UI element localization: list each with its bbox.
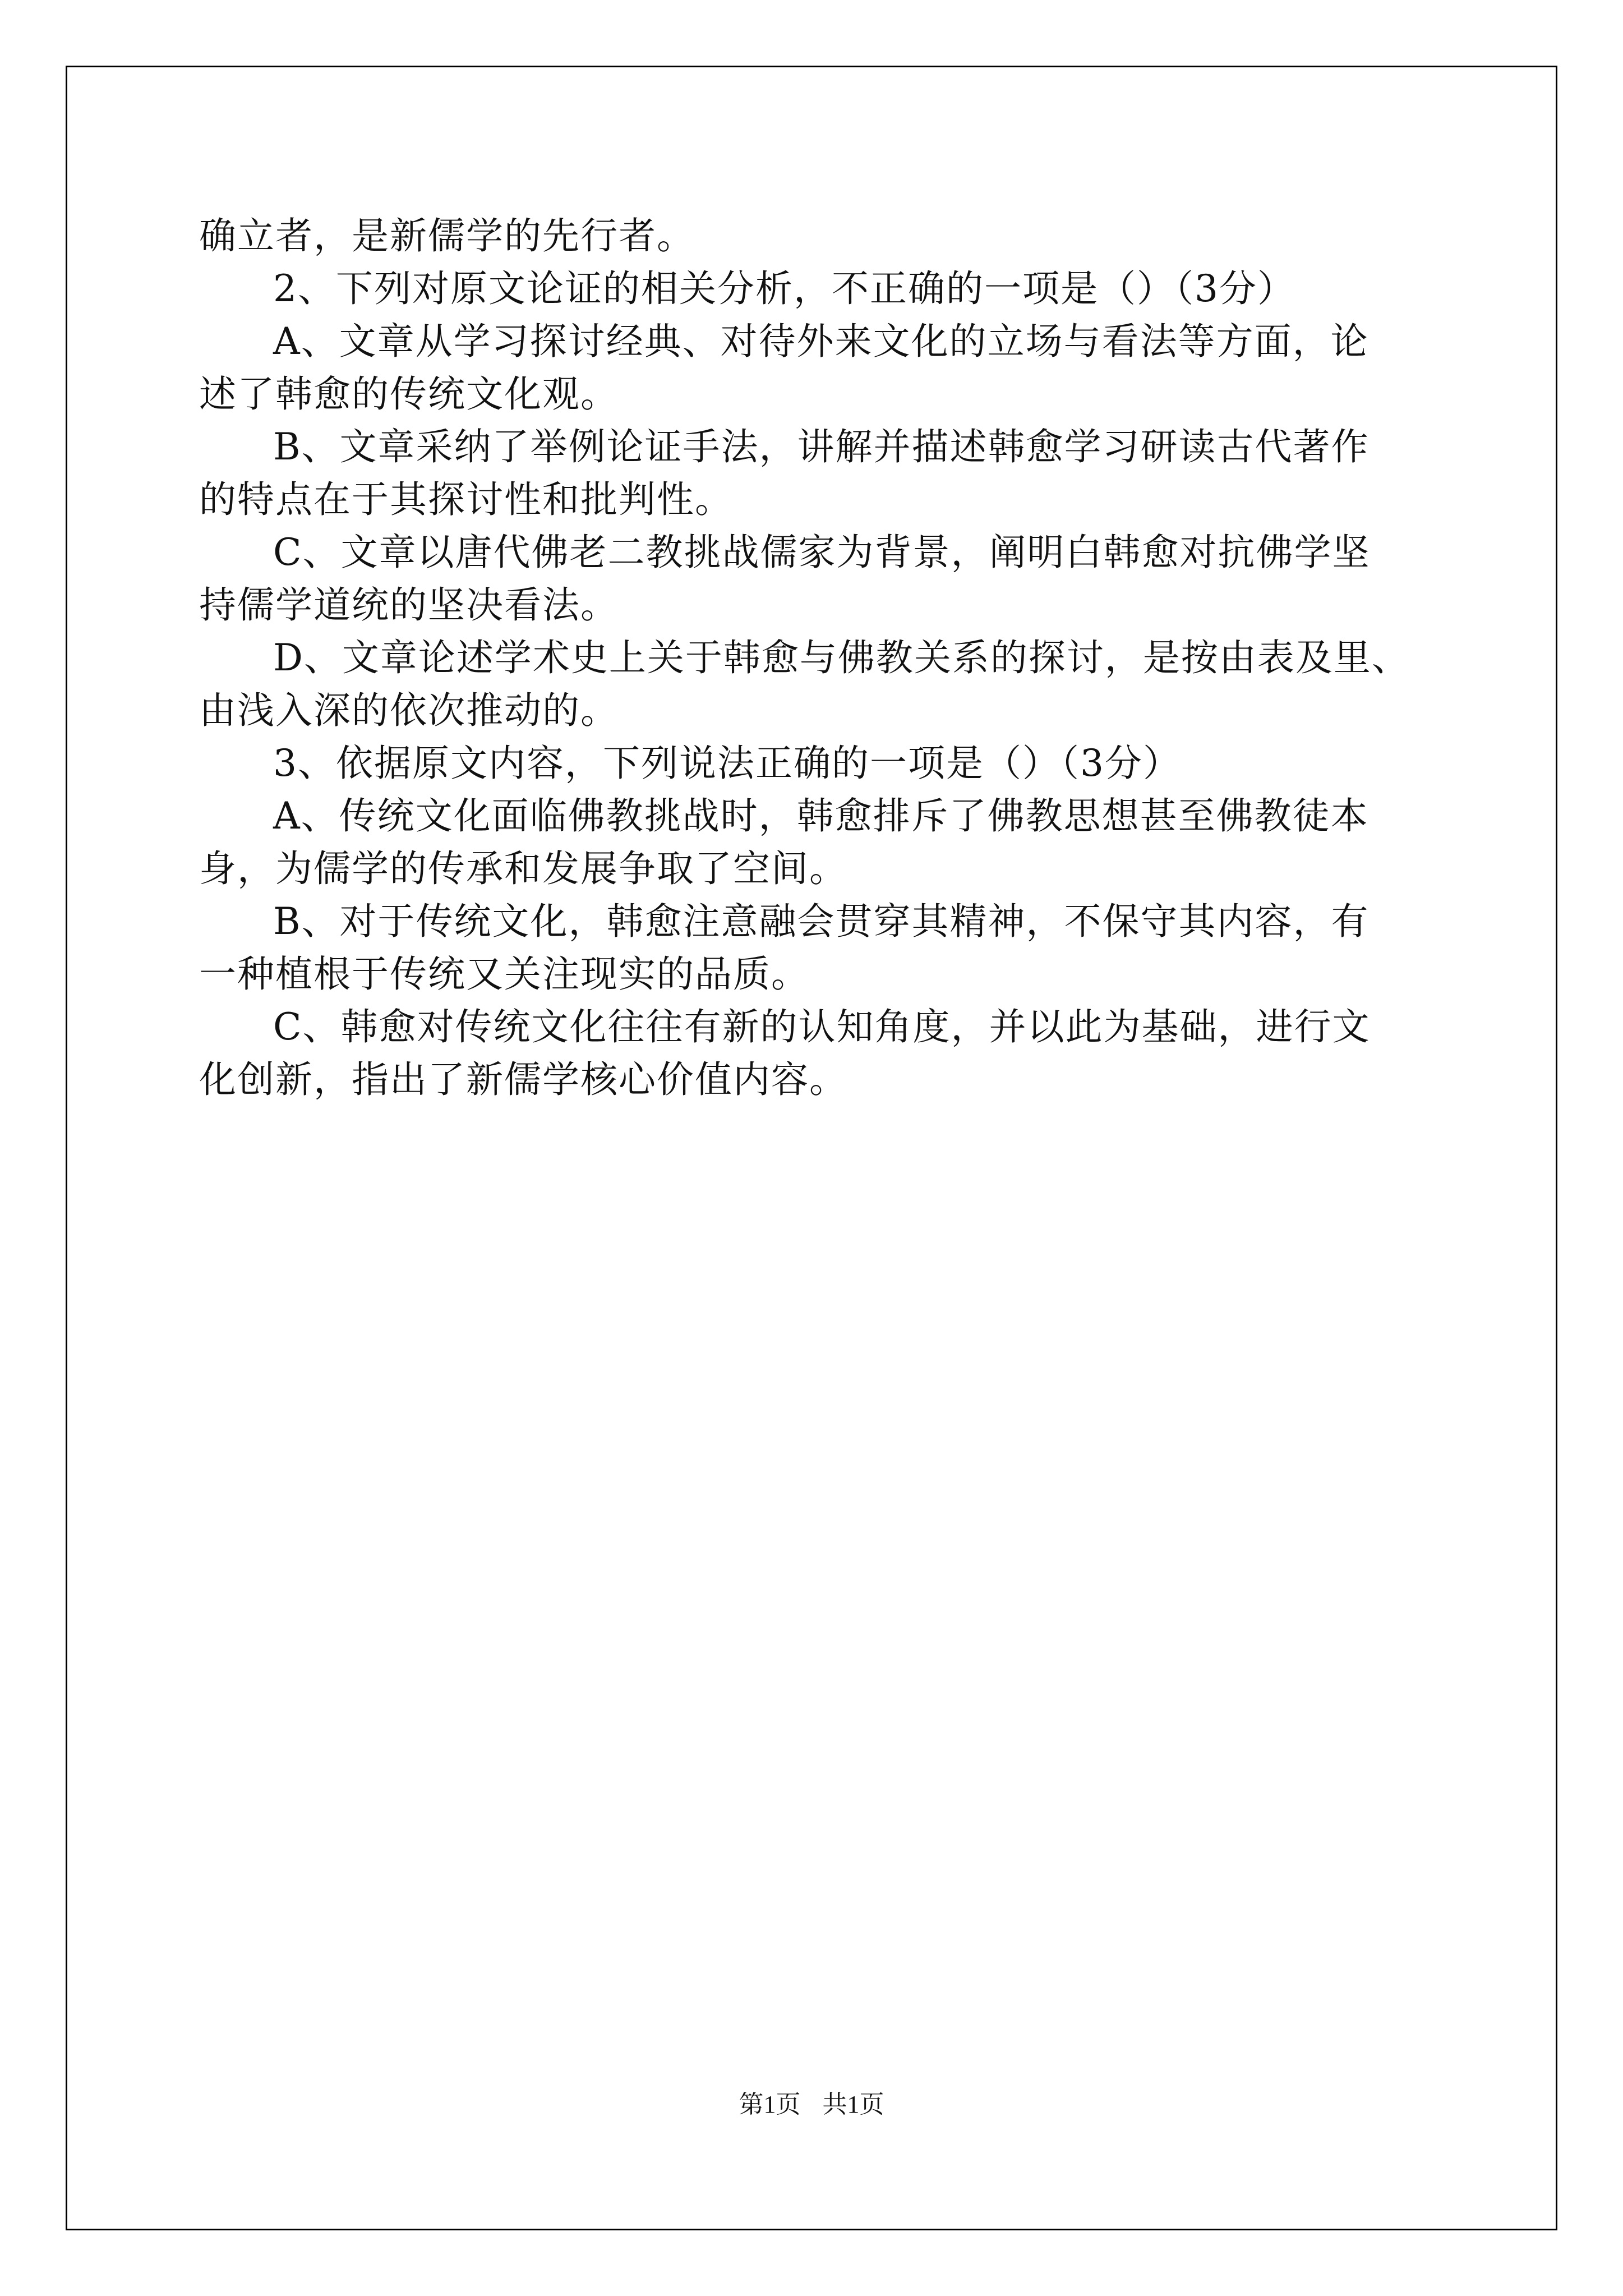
q2-option-c: C、文章以唐代佛老二教挑战儒家为背景，阐明白韩愈对抗佛学坚 [273, 531, 1371, 574]
text-line: 述了韩愈的传统文化观。 [199, 372, 619, 416]
q3-option-c: C、韩愈对传统文化往往有新的认知角度，并以此为基础，进行文 [273, 1005, 1371, 1048]
text-line: 由浅入深的依次推动的。 [199, 689, 619, 732]
q2-option-d: D、文章论述学术史上关于韩愈与佛教关系的探讨，是按由表及里、 [273, 636, 1410, 679]
q3-option-b: B、对于传统文化，韩愈注意融会贯穿其精神，不保守其内容，有 [273, 900, 1370, 943]
q2-option-b: B、文章采纳了举例论证手法，讲解并描述韩愈学习研读古代著作 [273, 425, 1370, 468]
page-footer [0, 2084, 1623, 2120]
text-line: 一种植根于传统又关注现实的品质。 [199, 953, 809, 996]
question-2-stem: 2、下列对原文论证的相关分析，不正确的一项是（）（3分） [273, 267, 1295, 310]
page-number: 第1页 [739, 2091, 801, 2118]
text-line: 持儒学道统的坚决看法。 [199, 583, 619, 627]
page-total: 共1页 [822, 2091, 884, 2118]
text-line: 身，为儒学的传承和发展争取了空间。 [199, 847, 847, 890]
q3-option-a: A、传统文化面临佛教挑战时，韩愈排斥了佛教思想甚至佛教徒本 [273, 794, 1369, 838]
text-line: 化创新，指出了新儒学核心价值内容。 [199, 1058, 847, 1101]
q2-option-a: A、文章从学习探讨经典、对待外来文化的立场与看法等方面，论 [273, 320, 1369, 363]
text-line: 的特点在于其探讨性和批判性。 [199, 478, 733, 521]
question-3-stem: 3、依据原文内容，下列说法正确的一项是（）（3分） [273, 742, 1181, 785]
document-body [199, 210, 1433, 1106]
text-line: 确立者，是新儒学的先行者。 [199, 214, 695, 257]
